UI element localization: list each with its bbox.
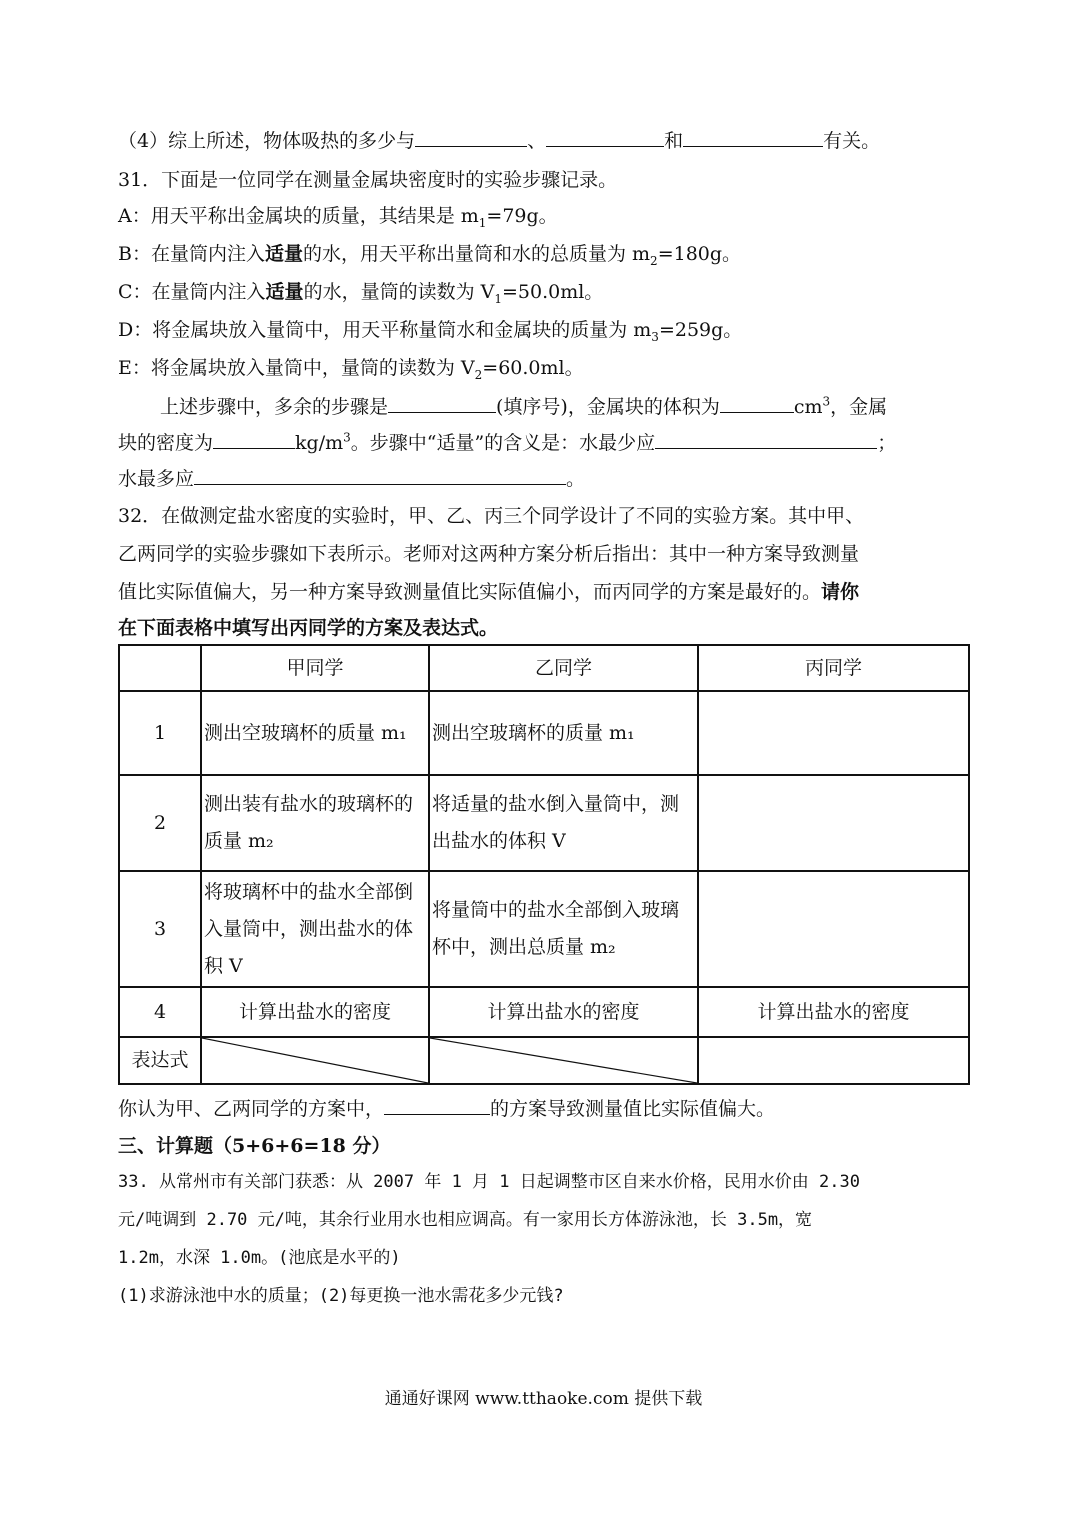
- q31-step-e: [118, 354, 584, 382]
- q30-part4-line: [118, 126, 880, 155]
- q33-line-4: (1)求游泳池中水的质量；(2)每更换一池水需花多少元钱?: [118, 1286, 564, 1306]
- q31-fill2-unit: kg/m: [295, 432, 344, 454]
- q31-step-d-tail: =259g。: [658, 319, 743, 341]
- yi-step-cell: 将适量的盐水倒入量筒中，测出盐水的体积 V: [429, 775, 698, 871]
- q31-blank-max-water[interactable]: [194, 464, 566, 485]
- table-expression-row: [119, 1037, 969, 1084]
- table-header-row: [119, 645, 969, 691]
- bing-step-cell[interactable]: [698, 691, 969, 775]
- bing-step-cell[interactable]: [698, 775, 969, 871]
- table-row: [119, 775, 969, 871]
- q31-step-b-bold: 适量: [264, 243, 303, 265]
- q31-blank-volume[interactable]: [720, 392, 794, 413]
- row-number: 2: [119, 775, 201, 871]
- bing-step-cell: 计算出盐水的密度: [698, 987, 969, 1037]
- table-row: [119, 987, 969, 1037]
- q31-fill-line-2: [118, 428, 896, 457]
- q31-fill3-end: 。: [566, 468, 586, 490]
- page-footer: 通通好课网 www.tthaoke.com 提供下载: [384, 1389, 703, 1409]
- q31-step-c: [118, 278, 603, 306]
- q31-step-d: [118, 316, 742, 344]
- diagonal-slash-icon: [202, 1038, 428, 1083]
- q31-step-b: [118, 240, 741, 268]
- q32-after-pre: 你认为甲、乙两同学的方案中，: [118, 1098, 385, 1120]
- q31-step-d-sub: 3: [651, 329, 659, 344]
- q31-step-c-post: 的水，量筒的读数为 V: [303, 281, 495, 303]
- q32-line-3-normal: 值比实际值偏大，另一种方案导致测量值比实际值偏小，而丙同学的方案是最好的。: [118, 581, 822, 603]
- bing-step-cell[interactable]: [698, 871, 969, 987]
- q30-sep2: 和: [664, 130, 684, 152]
- q32-experiment-table: [118, 644, 970, 1085]
- q31-step-b-sub: 2: [650, 253, 658, 268]
- row-number: 1: [119, 691, 201, 775]
- q31-step-b-pre: B：在量筒内注入: [118, 243, 265, 265]
- q31-step-c-sub: 1: [494, 291, 502, 306]
- q31-step-a-text: A：用天平称出金属块的质量，其结果是 m: [118, 205, 479, 227]
- q31-fill1-pre: 上述步骤中，多余的步骤是: [160, 396, 389, 418]
- q32-blank-answer[interactable]: [384, 1094, 490, 1115]
- q32-line-3-bold: 请你: [821, 581, 860, 603]
- q31-fill3-pre: 水最多应: [118, 468, 195, 490]
- q31-step-e-sub: 2: [474, 367, 483, 382]
- q31-fill-line-3: [118, 464, 585, 493]
- q31-fill-line-1: [160, 392, 887, 421]
- jia-step-cell: 测出装有盐水的玻璃杯的质量 m₂: [201, 775, 429, 871]
- q30-blank-1[interactable]: [415, 126, 527, 147]
- q31-step-a-tail: =79g。: [486, 205, 558, 227]
- jia-expression-cell: [201, 1037, 429, 1084]
- q32-line-3: [118, 578, 859, 606]
- q32-after-line: [118, 1094, 775, 1123]
- q31-fill2-mid: 。步骤中“适量”的含义是：水最少应: [350, 432, 656, 454]
- q33-line-1: 33. 从常州市有关部门获悉：从 2007 年 1 月 1 日起调整市区自来水价格，民用水价由 2.30: [118, 1172, 860, 1192]
- jia-step-cell: 计算出盐水的密度: [201, 987, 429, 1037]
- q31-fill1-end: ，金属: [830, 396, 888, 418]
- q31-blank-min-water[interactable]: [655, 428, 877, 449]
- q30-part4-prefix: （4）综上所述，物体吸热的多少与: [118, 130, 416, 152]
- q30-blank-3[interactable]: [683, 126, 823, 147]
- yi-step-cell: 计算出盐水的密度: [429, 987, 698, 1037]
- yi-expression-cell: [429, 1037, 698, 1084]
- table-header-bing: 丙同学: [698, 645, 969, 691]
- diagonal-slash-icon: [430, 1038, 697, 1083]
- q31-step-e-tail: =60.0ml。: [482, 357, 584, 379]
- table-row: [119, 871, 969, 987]
- row-number: 4: [119, 987, 201, 1037]
- q31-fill2-pre: 块的密度为: [118, 432, 214, 454]
- q31-step-a: [118, 202, 558, 230]
- q31-fill1-mid: (填序号)，金属块的体积为: [496, 396, 720, 418]
- q32-line-4: 在下面表格中填写出丙同学的方案及表达式。: [118, 617, 499, 639]
- q31-step-d-text: D：将金属块放入量筒中，用天平称量筒水和金属块的质量为 m: [118, 319, 652, 341]
- q32-after-post: 的方案导致测量值比实际值偏大。: [490, 1098, 776, 1120]
- q31-step-c-tail: =50.0ml。: [501, 281, 604, 303]
- q31-fill1-unit: cm: [793, 396, 823, 418]
- q33-line-2: 元/吨调到 2.70 元/吨，其余行业用水也相应调高。有一家用长方体游泳池，长 3.5m，宽: [118, 1210, 813, 1230]
- q30-blank-2[interactable]: [546, 126, 664, 147]
- q32-line-1: 32．在做测定盐水密度的实验时，甲、乙、丙三个同学设计了不同的实验方案。其中甲、: [118, 505, 865, 527]
- yi-step-cell: 测出空玻璃杯的质量 m₁: [429, 691, 698, 775]
- q31-step-a-sub: 1: [478, 215, 487, 230]
- q31-step-c-pre: C：在量筒内注入: [118, 281, 266, 303]
- q30-sep1: 、: [527, 130, 547, 152]
- jia-step-cell: 测出空玻璃杯的质量 m₁: [201, 691, 429, 775]
- q32-line-2: 乙两同学的实验步骤如下表所示。老师对这两种方案分析后指出：其中一种方案导致测量: [118, 543, 860, 565]
- q30-suffix: 有关。: [823, 130, 881, 152]
- table-header-blank: [119, 645, 201, 691]
- expression-label: 表达式: [119, 1037, 201, 1084]
- table-header-jia: 甲同学: [201, 645, 429, 691]
- q31-blank-density[interactable]: [213, 428, 295, 449]
- table-row: [119, 691, 969, 775]
- table-header-yi: 乙同学: [429, 645, 698, 691]
- yi-step-cell: 将量筒中的盐水全部倒入玻璃杯中，测出总质量 m₂: [429, 871, 698, 987]
- q31-blank-redundant-step[interactable]: [388, 392, 496, 413]
- q33-line-3: 1.2m，水深 1.0m。(池底是水平的): [118, 1248, 401, 1268]
- q31-step-e-text: E：将金属块放入量筒中，量筒的读数为 V: [118, 357, 475, 379]
- q31-step-b-post: 的水，用天平称出量筒和水的总质量为 m: [302, 243, 651, 265]
- q31-fill2-end: ；: [877, 432, 897, 454]
- q31-step-c-bold: 适量: [265, 281, 304, 303]
- q31-fill2-unit-sup: 3: [343, 430, 351, 445]
- q31-intro: 31．下面是一位同学在测量金属块密度时的实验步骤记录。: [118, 169, 618, 191]
- q31-fill1-unit-sup: 3: [822, 394, 831, 409]
- section3-title: 三、计算题（5+6+6=18 分）: [118, 1135, 391, 1157]
- bing-expression-cell[interactable]: [698, 1037, 969, 1084]
- row-number: 3: [119, 871, 201, 987]
- q31-step-b-tail: =180g。: [657, 243, 742, 265]
- jia-step-cell: 将玻璃杯中的盐水全部倒入量筒中，测出盐水的体积 V: [201, 871, 429, 987]
